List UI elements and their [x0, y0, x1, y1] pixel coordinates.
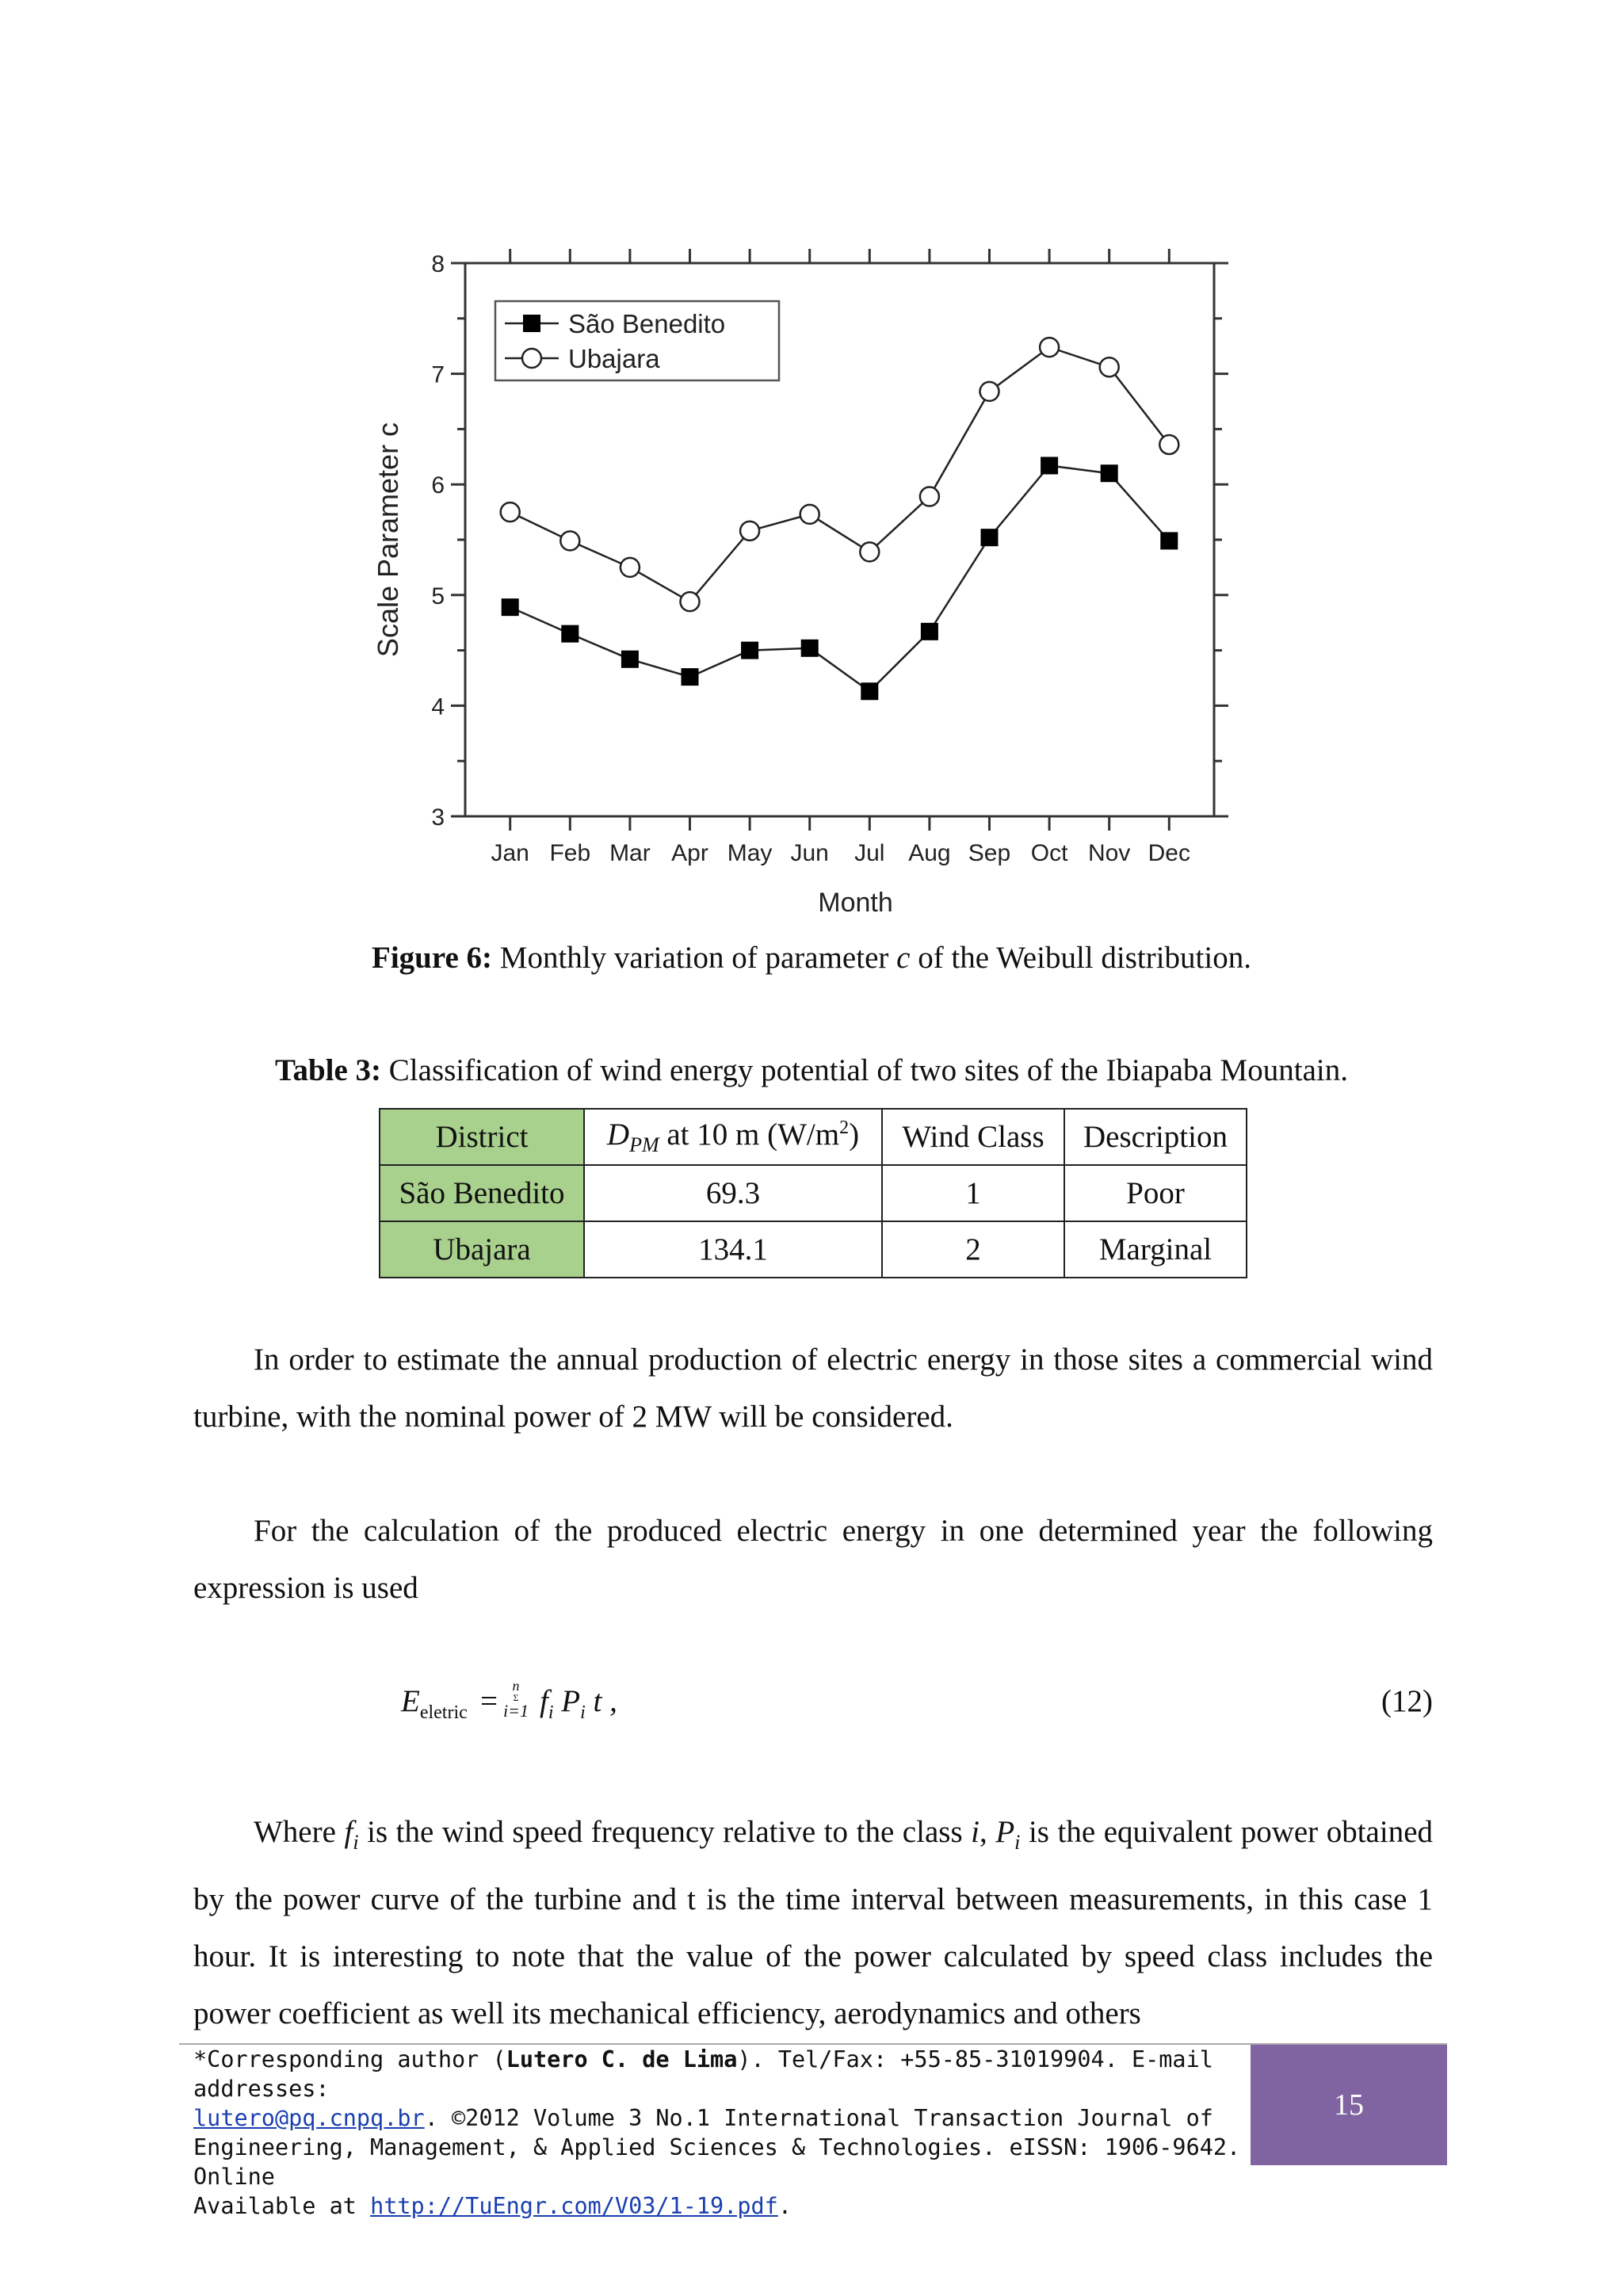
eq-equals: = — [480, 1684, 498, 1718]
y-tick-label: 6 — [431, 472, 445, 499]
sao-benedito-point — [1101, 464, 1118, 482]
paragraph-where: Where $f_i$ is the wind speed frequency relative to the class i, $P_i$ is the equivalent power obtained by the power curve of the turbine and t is the time interval between measurements, in this case 1 hour. It is interesting to note that the value of the power calculated by speed class includes the power coefficient as well its mechanical efficiency, aerodynamics and others — [193, 1815, 1434, 2030]
eq-sum: n Σ i=1 — [503, 1678, 529, 1721]
table-caption — [0, 1052, 1623, 1088]
eq-f: f — [540, 1684, 548, 1718]
sao-benedito-point — [741, 642, 758, 659]
ubajara-point — [1159, 435, 1178, 454]
figure-caption — [0, 940, 1623, 976]
ubajara-point — [740, 521, 759, 541]
series-line — [510, 347, 1170, 602]
cell-district: São Benedito — [380, 1165, 584, 1221]
table-caption-text: Classification of wind energy potential of two sites of the Ibiapaba Mountain. — [381, 1053, 1348, 1087]
weibull-c-chart — [333, 238, 1284, 919]
eq-p: P — [561, 1684, 581, 1718]
eq-lhs-sub: eletric — [419, 1702, 468, 1723]
x-tick-label: Jul — [854, 840, 885, 866]
y-tick-label: 8 — [431, 251, 445, 277]
author-name: Lutero C. de Lima — [506, 2046, 738, 2073]
sao-benedito-point — [621, 651, 639, 668]
y-tick-label: 3 — [431, 804, 445, 831]
table-row — [380, 1165, 1247, 1221]
x-tick-label: Apr — [671, 840, 708, 866]
cell-wind-class: 1 — [882, 1165, 1064, 1221]
wind-classification-table — [379, 1108, 1247, 1278]
legend-square-marker — [523, 315, 540, 332]
sao-benedito-point — [801, 640, 819, 657]
ubajara-point — [1100, 357, 1119, 376]
legend-label: São Benedito — [568, 309, 726, 338]
sao-benedito-point — [921, 623, 938, 640]
y-axis-label: Scale Parameter c — [372, 422, 404, 658]
article-url-link[interactable]: http://TuEngr.com/V03/1-19.pdf — [370, 2193, 778, 2219]
header-description: Description — [1064, 1109, 1247, 1165]
ubajara-point — [621, 558, 640, 577]
sao-benedito-point — [981, 529, 999, 546]
header-district: District — [380, 1109, 584, 1165]
table-label: Table 3: — [275, 1053, 382, 1087]
ubajara-point — [681, 592, 700, 611]
header-dpm: $D_{PM}$ at 10 m $(W/m^2)$ — [584, 1109, 882, 1165]
x-tick-label: Mar — [609, 840, 651, 866]
sao-benedito-point — [502, 598, 519, 616]
equation-12: $E_{eletric}$ = n Σ i=1 $f_i$ $P_i$ t , (12) — [401, 1678, 1433, 1723]
header-wind-class: Wind Class — [882, 1109, 1064, 1165]
equation-number: (12) — [1381, 1684, 1433, 1718]
x-tick-label: Sep — [968, 840, 1011, 866]
email-link[interactable]: lutero@pq.cnpq.br — [193, 2105, 425, 2131]
x-tick-label: Feb — [549, 840, 591, 866]
ubajara-point — [980, 382, 999, 401]
cell-dpm: 134.1 — [584, 1221, 882, 1278]
footer-note: *Corresponding author (Lutero C. de Lima). Tel/Fax: +55-85-31019904. E-mail addresses: lutero@pq.cnpq.br. ©2012 Volume 3 No.1 International Transaction Journal of Engineering, Management, & Applied Sciences & Technologies. eISSN: 1906-9642. Online Available at http://TuEngr.com/V03/1-19.pdf. — [193, 2046, 1241, 2219]
ubajara-point — [800, 505, 819, 524]
sao-benedito-point — [861, 682, 878, 700]
figure-caption-text-end: of the Weibull distribution. — [910, 941, 1251, 975]
ubajara-point — [860, 542, 879, 561]
sao-benedito-point — [561, 625, 579, 643]
sao-benedito-point — [1041, 457, 1058, 474]
ubajara-point — [560, 531, 579, 550]
paragraph-turbine: In order to estimate the annual production of electric energy in those sites a commercial wind turbine, with the nominal power of 2 MW will be considered. — [193, 1343, 1433, 1434]
cell-wind-class: 2 — [882, 1221, 1064, 1278]
sao-benedito-point — [1160, 532, 1178, 549]
y-tick-label: 5 — [431, 583, 445, 609]
x-tick-label: Nov — [1088, 840, 1131, 866]
figure-caption-italic: c — [896, 941, 911, 975]
x-tick-label: Oct — [1030, 840, 1068, 866]
x-tick-label: Aug — [908, 840, 951, 866]
eq-lhs: E — [401, 1684, 420, 1718]
x-tick-label: Dec — [1148, 840, 1190, 866]
legend-label: Ubajara — [568, 344, 660, 373]
y-tick-label: 4 — [431, 693, 445, 720]
eq-t: t , — [593, 1684, 617, 1718]
x-tick-label: Jun — [790, 840, 829, 866]
sao-benedito-point — [682, 668, 699, 686]
ubajara-point — [501, 502, 520, 521]
page-number: 15 — [1251, 2045, 1447, 2165]
cell-district: Ubajara — [380, 1221, 584, 1278]
paragraph-calculation: For the calculation of the produced electric energy in one determined year the following expression is used — [193, 1514, 1433, 1605]
cell-description: Poor — [1064, 1165, 1247, 1221]
ubajara-point — [1040, 338, 1059, 357]
x-axis-label: Month — [818, 888, 893, 918]
figure-label: Figure 6: — [372, 941, 493, 975]
ubajara-point — [920, 487, 939, 506]
x-tick-label: Jan — [491, 840, 529, 866]
series-line — [510, 465, 1170, 691]
table-row — [380, 1221, 1247, 1278]
legend-circle-marker — [522, 349, 541, 368]
y-tick-label: 7 — [431, 361, 445, 388]
x-tick-label: May — [727, 840, 773, 866]
figure-caption-text: Monthly variation of parameter — [492, 941, 897, 975]
table-header-row — [380, 1109, 1247, 1165]
cell-dpm: 69.3 — [584, 1165, 882, 1221]
cell-description: Marginal — [1064, 1221, 1247, 1278]
